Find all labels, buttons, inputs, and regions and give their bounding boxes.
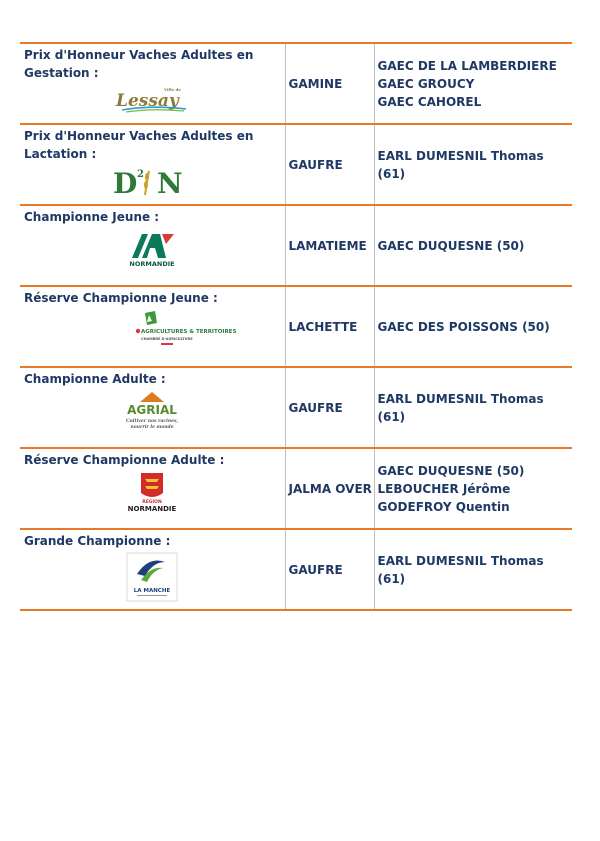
d2n-logo (24, 165, 281, 200)
region-text: NORMANDIE (127, 505, 177, 513)
credit-agricole-text: NORMANDIE (129, 260, 175, 268)
prize-cell (20, 43, 285, 124)
breeder-cell (374, 448, 572, 529)
prize-label: Réserve Championne Adulte : (24, 453, 225, 467)
animal-cell: GAUFRE (285, 367, 374, 448)
breeder-name: GAEC DUQUESNE (50) (377, 238, 525, 253)
prize-label: Grande Championne : (24, 534, 171, 548)
prize-cell (20, 448, 285, 529)
breeder-cell (374, 529, 572, 610)
chambre-agriculture-logo (24, 309, 281, 353)
breeder-name: GAEC DE LA LAMBERDIERE (377, 58, 557, 73)
animal-cell: LACHETTE (285, 286, 374, 367)
chambre-subtext: CHAMBRE D'AGRICULTURE (141, 337, 193, 341)
la-manche-text: LA MANCHE (134, 588, 171, 594)
animal-cell: GAUFRE (285, 124, 374, 205)
table-row (20, 529, 572, 610)
table-row (20, 43, 572, 124)
animal-cell: GAUFRE (285, 529, 374, 610)
la-manche-logo (24, 552, 281, 604)
breeder-name: GAEC CAHOREL (377, 94, 482, 109)
lessay-logo (24, 84, 281, 114)
prize-label: Réserve Championne Jeune : (24, 291, 218, 305)
breeder-cell (374, 367, 572, 448)
breeder-name: EARL DUMESNIL Thomas (61) (377, 148, 544, 181)
breeder-name: EARL DUMESNIL Thomas (61) (377, 391, 544, 424)
breeder-name: GAEC DES POISSONS (50) (377, 319, 550, 334)
svg-text:nourrir le monde: nourrir le monde (130, 425, 174, 430)
table-row (20, 286, 572, 367)
prize-cell (20, 529, 285, 610)
chambre-text: AGRICULTURES & TERRITOIRES (141, 329, 237, 335)
breeder-name: GAEC GROUCY (377, 76, 475, 91)
region-subtext: RÉGION (142, 500, 162, 505)
table-row (20, 205, 572, 286)
prize-label: Prix d'Honneur Vaches Adultes en Gestation : (24, 48, 254, 80)
breeder-name: EARL DUMESNIL Thomas (61) (377, 553, 544, 586)
prize-label: Championne Adulte : (24, 372, 166, 386)
prize-cell (20, 367, 285, 448)
prize-cell (20, 205, 285, 286)
svg-text:N: N (157, 167, 183, 200)
svg-text:D: D (113, 167, 138, 200)
prize-cell (20, 124, 285, 205)
prize-cell (20, 286, 285, 367)
table-row (20, 367, 572, 448)
animal-cell: GAMINE (285, 43, 374, 124)
svg-text:Cultiver nos racines,: Cultiver nos racines, (126, 419, 179, 424)
agrial-text: AGRIAL (127, 403, 178, 417)
breeder-cell (374, 286, 572, 367)
animal-cell: LAMATIEME (285, 205, 374, 286)
breeder-cell (374, 43, 572, 124)
breeder-cell (374, 205, 572, 286)
region-normandie-logo (24, 471, 281, 515)
breeder-name: LEBOUCHER Jérôme (377, 481, 511, 496)
breeder-name: GAEC DUQUESNE (50) (377, 463, 525, 478)
animal-cell: JALMA OVER (285, 448, 374, 529)
table-row (20, 124, 572, 205)
prize-label: Prix d'Honneur Vaches Adultes en Lactation : (24, 129, 254, 161)
lessay-logo-text: Lessay (116, 91, 180, 111)
prize-label: Championne Jeune : (24, 210, 160, 224)
agrial-logo (24, 390, 281, 434)
lessay-logo-subtext: Ville de (164, 87, 182, 92)
breeder-name: GODEFROY Quentin (377, 499, 510, 514)
credit-agricole-logo (24, 228, 281, 268)
svg-text:2: 2 (137, 169, 145, 180)
awards-table (20, 42, 572, 611)
table-row (20, 448, 572, 529)
breeder-cell (374, 124, 572, 205)
